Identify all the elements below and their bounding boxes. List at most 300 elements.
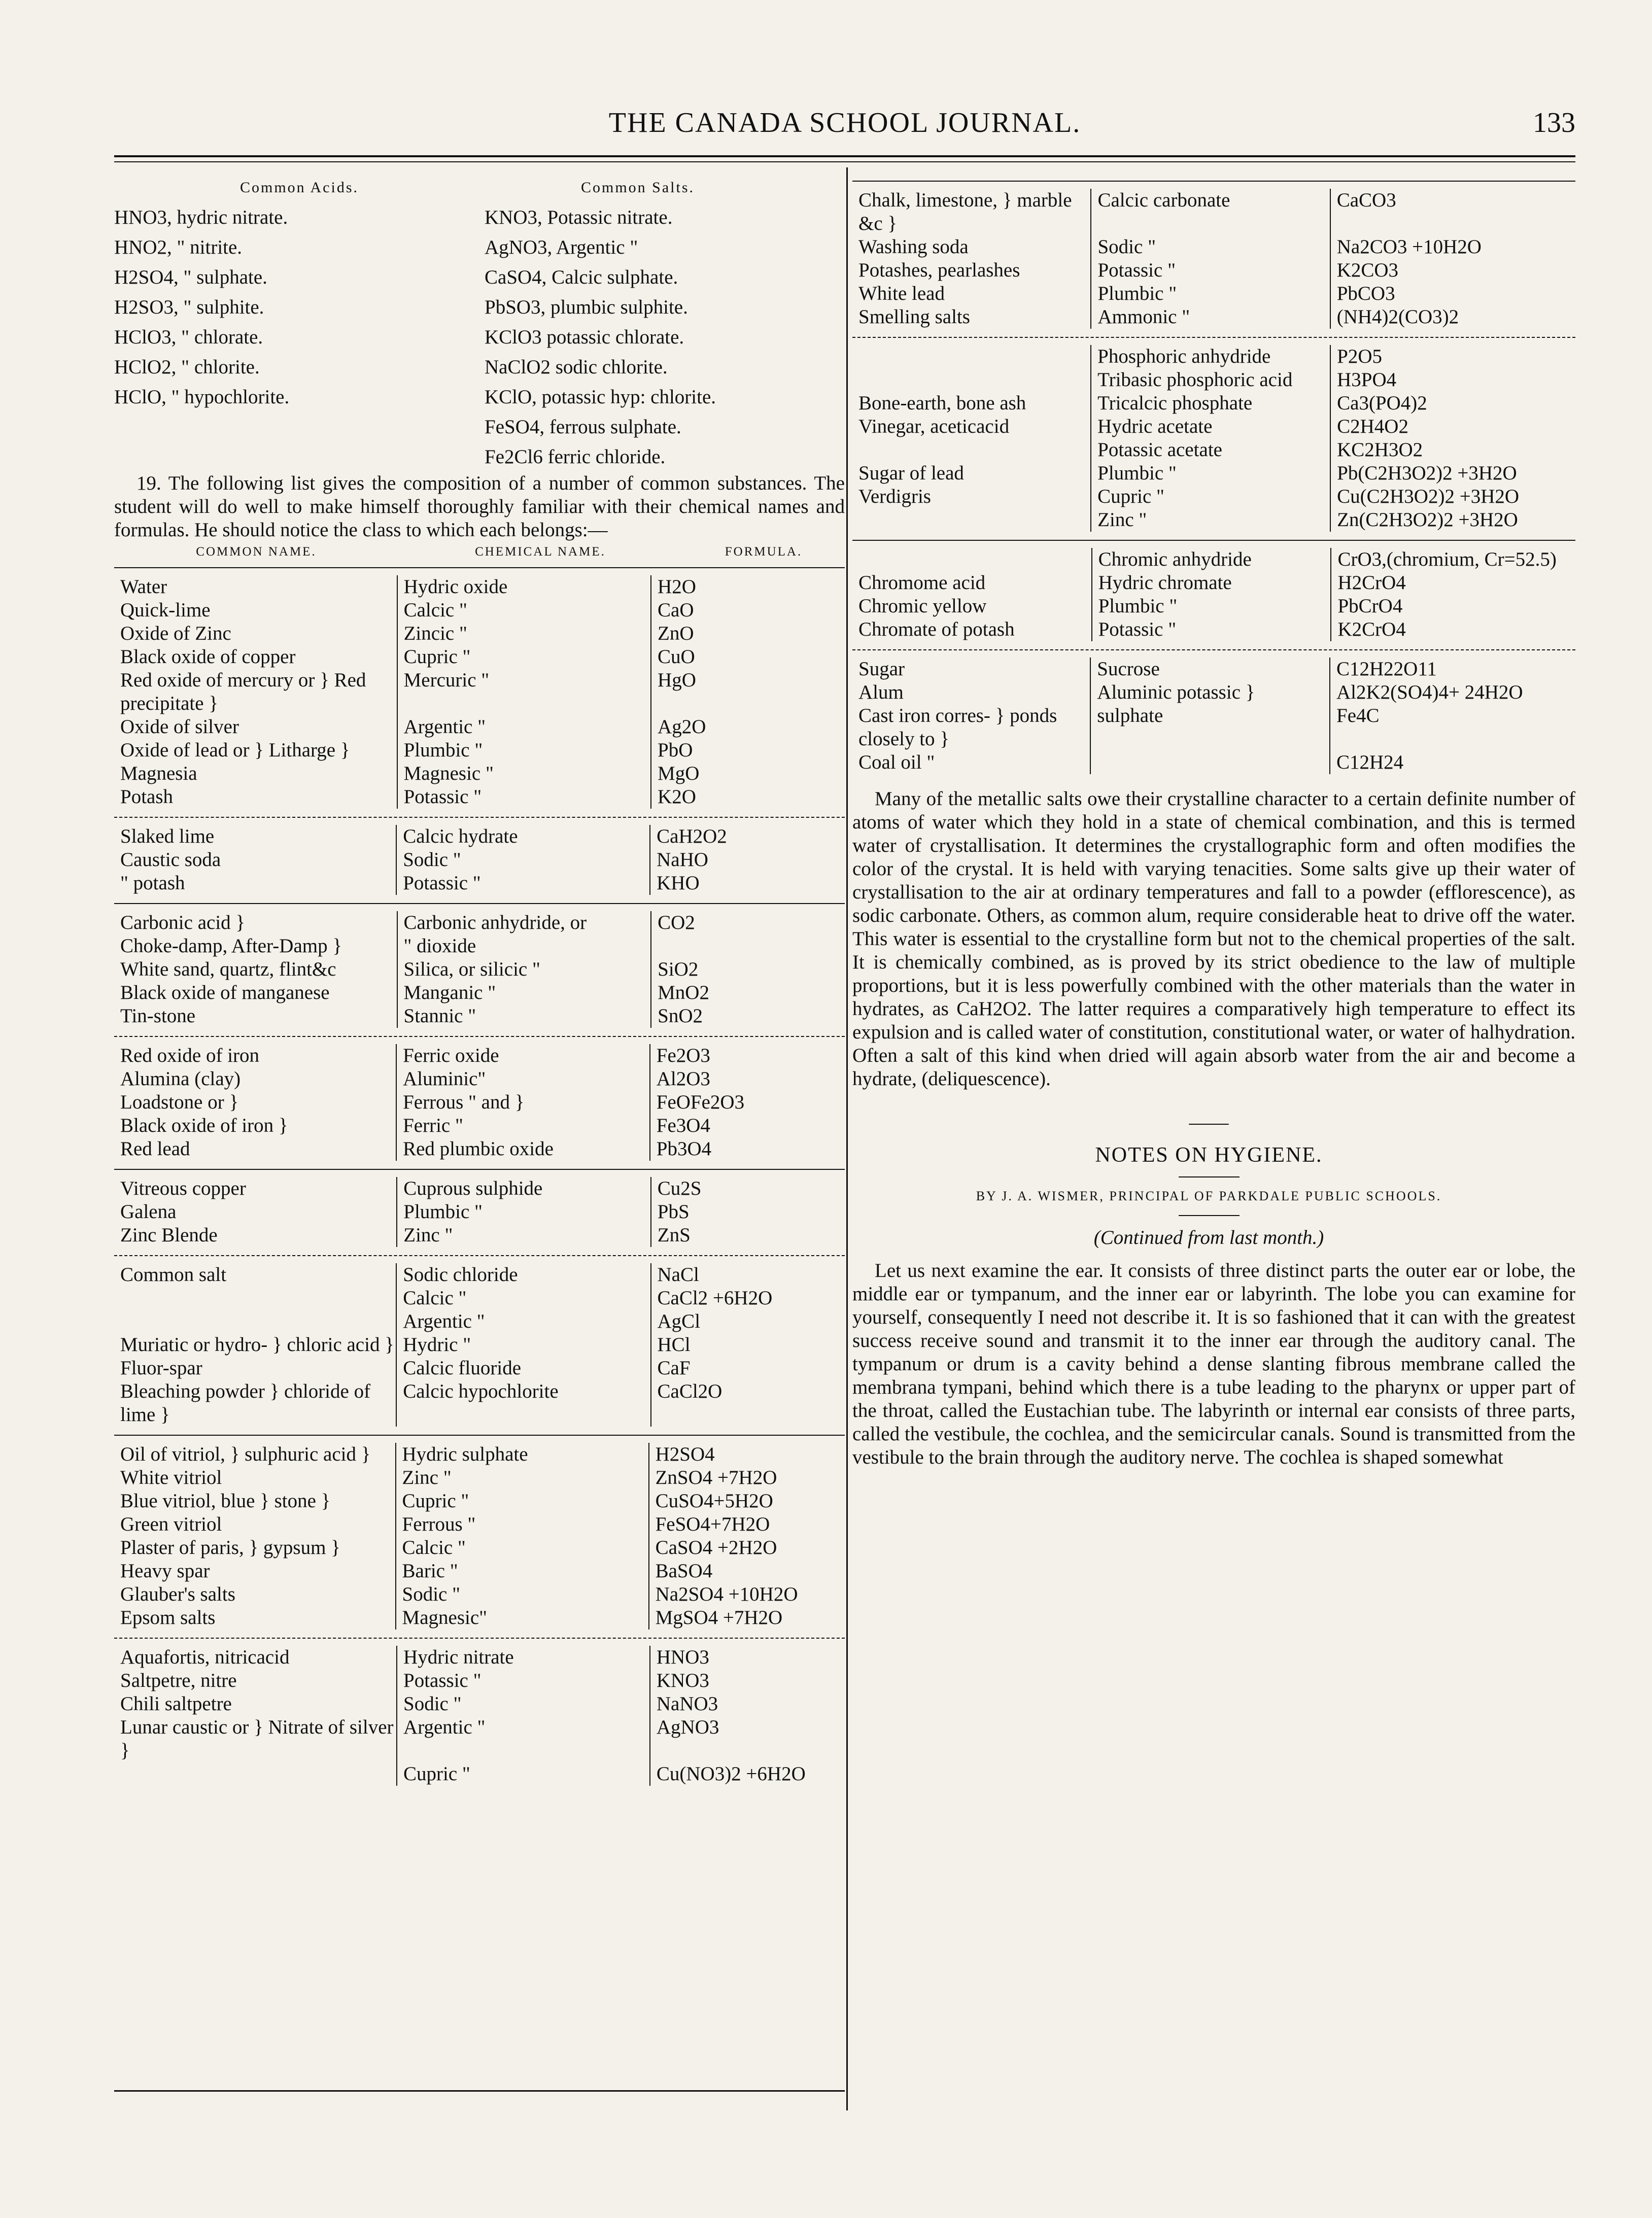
- salt-item: FeSO4, ferrous sulphate.: [485, 416, 681, 438]
- common-name-cell: Blue vitriol, blue } stone }: [120, 1490, 331, 1512]
- acid-item: HClO, " hypochlorite.: [114, 386, 290, 408]
- formula-cell: CaF: [651, 1357, 845, 1380]
- common-name-cell: Plaster of paris, } gypsum }: [120, 1537, 340, 1558]
- common-name-cell: Chromate of potash: [858, 618, 1015, 640]
- formula-cell: HNO3: [650, 1646, 845, 1669]
- table-row: [114, 1287, 845, 1310]
- table-row: [852, 415, 1575, 438]
- salt-item: KClO, potassic hyp: chlorite.: [485, 386, 716, 408]
- table-row: [114, 1489, 845, 1513]
- common-name-cell: [114, 1310, 396, 1333]
- acids-salts-list: [114, 172, 845, 472]
- chemical-name-cell: Mercuric ": [397, 669, 651, 715]
- chemical-name-cell: Phosphoric anhydride: [1091, 345, 1330, 368]
- formula-cell: P2O5: [1330, 345, 1575, 368]
- chemical-name-cell: Manganic ": [397, 981, 651, 1004]
- header-rule-thin: [114, 161, 1575, 162]
- section-divider: ——: [1189, 1112, 1229, 1133]
- chemical-name-cell: " dioxide: [397, 934, 651, 958]
- table-row: [114, 1716, 845, 1762]
- table-row: [114, 981, 845, 1004]
- common-name-cell: [852, 345, 1091, 368]
- table-row: [852, 681, 1575, 704]
- table-row: [114, 622, 845, 645]
- common-name-cell: Muriatic or hydro- } chloric acid }: [120, 1334, 394, 1356]
- chemical-name-cell: Sodic chloride: [396, 1263, 650, 1287]
- common-name-cell: Washing soda: [858, 236, 969, 258]
- title-rule: [1179, 1176, 1240, 1177]
- table-row: [852, 618, 1575, 641]
- table-row: [114, 1004, 845, 1028]
- table-row: [114, 1380, 845, 1427]
- formula-cell: HCl: [651, 1333, 845, 1357]
- table-row: [852, 305, 1575, 329]
- chemical-name-cell: Magnesic": [396, 1606, 649, 1630]
- table-row: [114, 1177, 845, 1200]
- acids-list: [114, 172, 485, 472]
- common-name-cell: Magnesia: [120, 763, 197, 784]
- chemical-name-cell: Calcic ": [397, 599, 651, 622]
- common-name-cell: [852, 438, 1091, 462]
- compound-group: [114, 567, 845, 809]
- table-row: [114, 762, 845, 785]
- formula-cell: CuO: [651, 645, 845, 669]
- table-row: [852, 571, 1575, 595]
- formula-cell: ZnSO4 +7H2O: [649, 1466, 845, 1489]
- table-row: [852, 508, 1575, 532]
- table-row: [852, 345, 1575, 368]
- right-column: [842, 172, 1575, 1469]
- common-name-cell: White vitriol: [120, 1467, 222, 1488]
- chemical-name-cell: Calcic hydrate: [396, 825, 650, 848]
- formula-cell: KC2H3O2: [1330, 438, 1575, 462]
- formula-cell: Cu(NO3)2 +6H2O: [650, 1762, 845, 1786]
- common-name-header: COMMON NAME.: [196, 545, 317, 559]
- common-name-cell: Chromic yellow: [858, 595, 987, 617]
- chemical-name-cell: Hydric sulphate: [396, 1443, 649, 1466]
- table-row: [114, 1044, 845, 1067]
- formula-cell: CuSO4+5H2O: [649, 1489, 845, 1513]
- salt-item: KClO3 potassic chlorate.: [485, 326, 684, 348]
- common-name-cell: Zinc Blende: [120, 1224, 218, 1246]
- page-number: 133: [1533, 107, 1575, 138]
- common-name-cell: Sugar: [858, 658, 905, 680]
- common-name-cell: Red lead: [120, 1138, 190, 1160]
- chemical-name-cell: Calcic ": [396, 1287, 650, 1310]
- chemical-name-cell: Sodic ": [397, 1692, 650, 1716]
- acid-item: HNO2, " nitrite.: [114, 236, 243, 258]
- common-name-cell: White sand, quartz, flint&c: [120, 958, 336, 980]
- formula-cell: SnO2: [651, 1004, 845, 1028]
- common-name-cell: Chili saltpetre: [120, 1693, 232, 1715]
- formula-cell: MgSO4 +7H2O: [649, 1606, 845, 1630]
- common-name-cell: Alumina (clay): [120, 1068, 241, 1090]
- formula-cell: FeSO4+7H2O: [649, 1513, 845, 1536]
- chemical-name-cell: Calcic hypochlorite: [396, 1380, 650, 1427]
- table-row: [114, 911, 845, 934]
- chemical-name-cell: Zinc ": [397, 1224, 650, 1247]
- table-row: [114, 1114, 845, 1137]
- table-row: [114, 645, 845, 669]
- compound-table: [852, 189, 1575, 329]
- formula-cell: Fe3O4: [650, 1114, 845, 1137]
- common-name-cell: Saltpetre, nitre: [120, 1670, 237, 1691]
- formula-cell: K2O: [651, 785, 845, 809]
- formula-cell: Na2CO3 +10H2O: [1330, 235, 1575, 259]
- acid-item: HNO3, hydric nitrate.: [114, 206, 288, 228]
- common-name-cell: [114, 1287, 396, 1310]
- compound-group: [114, 1169, 845, 1247]
- compound-group: [852, 540, 1575, 641]
- table-row: [114, 1067, 845, 1091]
- formula-cell: ZnO: [651, 622, 845, 645]
- hygiene-byline: BY J. A. WISMER, PRINCIPAL OF PARKDALE PUBLIC SCHOOLS.: [976, 1189, 1442, 1203]
- common-name-cell: Vitreous copper: [120, 1177, 246, 1199]
- compound-table: [852, 657, 1575, 774]
- common-name-cell: Vinegar, aceticacid: [858, 415, 1010, 437]
- common-name-cell: Oxide of lead or } Litharge }: [120, 739, 350, 761]
- table-row: [114, 1333, 845, 1357]
- chemical-name-cell: Potassic ": [396, 872, 650, 895]
- salts-list: [485, 172, 840, 472]
- left-column: [114, 172, 845, 1786]
- formula-cell: CaCO3: [1330, 189, 1575, 235]
- compound-table: [114, 1177, 845, 1247]
- paragraph-19-text: 19. The following list gives the composition of a number of common substances. The student will do well to make himself thoroughly familiar with their chemical names and formulas. He should notice the class to which each belongs:—: [114, 472, 845, 541]
- continued-note: (Continued from last month.): [1093, 1227, 1324, 1249]
- common-name-cell: Green vitriol: [120, 1513, 222, 1535]
- chemical-name-cell: Zinc ": [1091, 508, 1330, 532]
- table-row: [852, 751, 1575, 774]
- formula-cell: Cu2S: [651, 1177, 845, 1200]
- chemical-name-cell: Potassic ": [1092, 618, 1331, 641]
- formula-cell: FeOFe2O3: [650, 1091, 845, 1114]
- common-name-cell: Bleaching powder } chloride of lime }: [120, 1380, 371, 1426]
- compound-group: [114, 1435, 845, 1630]
- chemical-name-cell: Potassic acetate: [1091, 438, 1330, 462]
- header-rule: [114, 155, 1575, 157]
- compound-group: [114, 817, 845, 895]
- formula-cell: H2O: [651, 575, 845, 599]
- common-name-cell: [852, 508, 1091, 532]
- table-row: [114, 1692, 845, 1716]
- formula-cell: Al2K2(SO4)4+ 24H2O: [1330, 681, 1575, 704]
- formula-cell: KHO: [650, 872, 845, 895]
- chemical-name-cell: Potassic ": [397, 1669, 650, 1692]
- common-name-cell: Chalk, limestone, } marble &c }: [858, 189, 1072, 234]
- table-row: [114, 1513, 845, 1536]
- common-name-cell: Tin-stone: [120, 1005, 196, 1027]
- common-name-cell: Potashes, pearlashes: [858, 259, 1020, 281]
- table-row: [852, 368, 1575, 392]
- common-name-cell: Coal oil ": [858, 751, 935, 773]
- chemical-name-cell: Aluminic potassic }: [1090, 681, 1330, 704]
- table-row: [852, 462, 1575, 485]
- common-name-cell: Oxide of silver: [120, 716, 239, 738]
- chemical-name-cell: Red plumbic oxide: [396, 1137, 650, 1161]
- chemical-name-cell: Hydric acetate: [1091, 415, 1330, 438]
- compound-table: [114, 911, 845, 1028]
- formula-cell: PbO: [651, 739, 845, 762]
- chemical-name-cell: Calcic fluoride: [396, 1357, 650, 1380]
- table-row: [114, 872, 845, 895]
- formula-cell: PbCrO4: [1331, 595, 1575, 618]
- salt-item: Fe2Cl6 ferric chloride.: [485, 446, 666, 468]
- common-name-cell: Alum: [858, 681, 904, 703]
- common-name-cell: " potash: [120, 872, 185, 894]
- formula-header: FORMULA.: [725, 545, 803, 559]
- formula-cell: C12H24: [1330, 751, 1575, 774]
- formula-cell: Zn(C2H3O2)2 +3H2O: [1330, 508, 1575, 532]
- compound-table: [114, 1443, 845, 1630]
- chemical-name-cell: Calcic carbonate: [1091, 189, 1330, 235]
- formula-cell: NaHO: [650, 848, 845, 872]
- chemical-name-cell: Potassic ": [1091, 259, 1330, 282]
- table-row: [114, 669, 845, 715]
- compound-table: [852, 548, 1575, 641]
- formula-cell: SiO2: [651, 958, 845, 981]
- hygiene-title: NOTES ON HYGIENE.: [1095, 1143, 1323, 1167]
- chemical-name-cell: Plumbic ": [1091, 282, 1330, 305]
- common-name-cell: Lunar caustic or } Nitrate of silver }: [120, 1716, 394, 1761]
- table-row: [852, 438, 1575, 462]
- formula-cell: H2CrO4: [1331, 571, 1575, 595]
- formula-cell: PbS: [651, 1200, 845, 1224]
- acid-item: H2SO3, " sulphite.: [114, 296, 264, 318]
- chemical-name-cell: Tribasic phosphoric acid: [1091, 368, 1330, 392]
- chemical-name-cell: Calcic ": [396, 1536, 649, 1559]
- compound-group: [114, 1255, 845, 1427]
- compound-table: [114, 575, 845, 809]
- formula-cell: Fe4C: [1330, 704, 1575, 751]
- journal-title: THE CANADA SCHOOL JOURNAL.: [608, 107, 1081, 138]
- formula-cell: CaCl2 +6H2O: [651, 1287, 845, 1310]
- common-name-cell: Fluor-spar: [120, 1357, 202, 1379]
- formula-cell: C12H22O11: [1330, 657, 1575, 681]
- table-row: [852, 392, 1575, 415]
- chemical-name-cell: Hydric ": [396, 1333, 650, 1357]
- compound-group: [114, 1036, 845, 1161]
- salt-item: NaClO2 sodic chlorite.: [485, 356, 668, 378]
- table-row: [114, 1200, 845, 1224]
- formula-cell: H2SO4: [649, 1443, 845, 1466]
- table-row: [114, 1669, 845, 1692]
- common-name-cell: Carbonic acid }: [120, 912, 246, 933]
- table-row: [852, 259, 1575, 282]
- common-name-cell: Quick-lime: [120, 599, 211, 621]
- page-header: [114, 107, 1575, 152]
- table-row: [852, 595, 1575, 618]
- table-row: [114, 1466, 845, 1489]
- common-name-cell: Water: [120, 576, 167, 598]
- common-name-cell: Verdigris: [858, 486, 931, 507]
- table-row: [114, 575, 845, 599]
- table-row: [852, 485, 1575, 508]
- chemical-name-cell: Chromic anhydride: [1092, 548, 1331, 571]
- formula-cell: Al2O3: [650, 1067, 845, 1091]
- acid-item: HClO3, " chlorate.: [114, 326, 263, 348]
- chemical-name-cell: Sodic ": [396, 848, 650, 872]
- formula-cell: CaO: [651, 599, 845, 622]
- chemical-name-cell: Zincic ": [397, 622, 651, 645]
- compound-group: [852, 181, 1575, 329]
- formula-cell: K2CO3: [1330, 259, 1575, 282]
- byline-rule: [1179, 1215, 1240, 1216]
- formula-cell: Na2SO4 +10H2O: [649, 1583, 845, 1606]
- formula-cell: HgO: [651, 669, 845, 715]
- compound-table: [114, 1646, 845, 1786]
- formula-cell: CrO3,(chromium, Cr=52.5): [1331, 548, 1575, 571]
- common-name-cell: Galena: [120, 1201, 177, 1223]
- table-row: [114, 599, 845, 622]
- formula-cell: Pb(C2H3O2)2 +3H2O: [1330, 462, 1575, 485]
- chemical-name-cell: Carbonic anhydride, or: [397, 911, 651, 934]
- table-row: [114, 1357, 845, 1380]
- chemical-name-cell: Aluminic": [396, 1067, 650, 1091]
- table-row: [114, 1646, 845, 1669]
- compound-table: [114, 825, 845, 895]
- table-row: [852, 548, 1575, 571]
- formula-cell: KNO3: [650, 1669, 845, 1692]
- chemical-name-cell: Hydric nitrate: [397, 1646, 650, 1669]
- compound-group: [114, 1638, 845, 1786]
- chemical-name-cell: Potassic ": [397, 785, 651, 809]
- chemical-name-cell: [1090, 751, 1330, 774]
- compound-table: [114, 1263, 845, 1427]
- formula-cell: CaCl2O: [651, 1380, 845, 1427]
- formula-cell: H3PO4: [1330, 368, 1575, 392]
- common-name-cell: Oxide of Zinc: [120, 622, 231, 644]
- table-row: [114, 715, 845, 739]
- table-row: [114, 1606, 845, 1630]
- common-name-cell: Cast iron corres- } ponds closely to }: [858, 705, 1057, 750]
- formula-cell: ZnS: [651, 1224, 845, 1247]
- common-name-cell: Oil of vitriol, } sulphuric acid }: [120, 1443, 371, 1465]
- table-row: [114, 1583, 845, 1606]
- formula-cell: Cu(C2H3O2)2 +3H2O: [1330, 485, 1575, 508]
- chemical-name-cell: Plumbic ": [1092, 595, 1331, 618]
- right-compound-table: [842, 181, 1575, 774]
- formula-cell: PbCO3: [1330, 282, 1575, 305]
- common-name-cell: Potash: [120, 786, 174, 808]
- crystallisation-text: Many of the metallic salts owe their crystalline character to a certain definite number of atoms of water which they hold in a state of chemical combination, and this is termed water of crystallisation. It determines the crystallographic form and often modifies the color of the crystal. It is held with varying tenacities. Some salts give up their water of crystallisation to the air at ordinary temperatures and fall to a powder (efflorescence), as sodic carbonate. Others, as common alum, require considerable heat to drive off the water. This water is essential to the crystalline form but not to the chemical properties of the salt. It is chemically combined, as is proved by its strict obedience to the law of multiple proportions, but it is less powerfully combined with the other materials than the water in hydrates, as CaH2O2. The latter requires a comparatively high temperature to effect its expulsion and is called water of constitution, constitutional water, or water of halhydration. Often a salt of this kind when dried will again absorb water from the air and become a hydrate, (deliquescence).: [852, 788, 1575, 1090]
- common-name-cell: Chromome acid: [858, 572, 986, 594]
- chemical-name-cell: Zinc ": [396, 1466, 649, 1489]
- table-row: [114, 1536, 845, 1559]
- acid-item: HClO2, " chlorite.: [114, 356, 260, 378]
- common-name-cell: Slaked lime: [120, 825, 215, 847]
- chemical-name-cell: Cupric ": [1091, 485, 1330, 508]
- common-name-cell: Sugar of lead: [858, 462, 964, 484]
- chemical-name-cell: Magnesic ": [397, 762, 651, 785]
- formula-cell: Ag2O: [651, 715, 845, 739]
- formula-cell: Pb3O4: [650, 1137, 845, 1161]
- salt-item: AgNO3, Argentic ": [485, 236, 638, 258]
- common-name-cell: Black oxide of copper: [120, 646, 296, 668]
- table-row: [114, 1762, 845, 1786]
- common-name-cell: Heavy spar: [120, 1560, 210, 1582]
- table-row: [852, 282, 1575, 305]
- table-row: [114, 1137, 845, 1161]
- common-name-cell: Epsom salts: [120, 1607, 216, 1628]
- hygiene-paragraph: [842, 1259, 1575, 1469]
- formula-cell: (NH4)2(CO3)2: [1330, 305, 1575, 329]
- salt-item: PbSO3, plumbic sulphite.: [485, 296, 688, 318]
- chemical-name-cell: Sucrose: [1090, 657, 1330, 681]
- table-row: [114, 785, 845, 809]
- chemical-name-cell: Argentic ": [396, 1310, 650, 1333]
- table-row: [114, 848, 845, 872]
- chemical-name-cell: Plumbic ": [397, 1200, 650, 1224]
- chemical-name-cell: Hydric chromate: [1092, 571, 1331, 595]
- compound-table: [852, 345, 1575, 532]
- formula-cell: CaSO4 +2H2O: [649, 1536, 845, 1559]
- chemical-name-header: CHEMICAL NAME.: [475, 545, 606, 559]
- formula-cell: C2H4O2: [1330, 415, 1575, 438]
- table-row: [114, 934, 845, 958]
- crystallisation-paragraph: [842, 787, 1575, 1091]
- chemical-name-cell: Baric ": [396, 1559, 649, 1583]
- chemical-name-cell: Stannic ": [397, 1004, 651, 1028]
- chemical-name-cell: Cupric ": [396, 1489, 649, 1513]
- formula-cell: AgCl: [651, 1310, 845, 1333]
- common-name-cell: Black oxide of manganese: [120, 982, 330, 1003]
- chemical-name-cell: Plumbic ": [397, 739, 651, 762]
- compound-group: [852, 649, 1575, 774]
- common-name-cell: Choke-damp, After-Damp }: [120, 935, 342, 957]
- formula-cell: [651, 934, 845, 958]
- chemical-name-cell: Tricalcic phosphate: [1091, 392, 1330, 415]
- formula-cell: CO2: [651, 911, 845, 934]
- table-row: [114, 958, 845, 981]
- chemical-name-cell: Cupric ": [397, 645, 651, 669]
- chemical-name-cell: Hydric oxide: [397, 575, 651, 599]
- hygiene-text: Let us next examine the ear. It consists of three distinct parts the outer ear or lobe, the middle ear or tympanum, and the inner ear or labyrinth. The lobe you can examine for yourself, consequently I need not describe it. It is so fashioned that it can with the greatest success receive sound and transmit it to the inner ear through the auditory canal. The tympanum or drum is a cavity behind a dense slanting fibrous membrane called the membrana tympani, behind which there is a tube leading to the pharynx or upper part of the throat, called the Eustachian tube. The labyrinth or internal ear consists of three parts, called the vestibule, the cochlea, and the semicircular canals. Sound is transmitted from the vestibule to the brain through the auditory nerve. The cochlea is shaped somewhat: [852, 1260, 1575, 1468]
- chemical-name-cell: Argentic ": [397, 1716, 650, 1762]
- common-name-cell: Loadstone or }: [120, 1091, 239, 1113]
- table-row: [114, 1091, 845, 1114]
- common-name-cell: Red oxide of iron: [120, 1045, 260, 1066]
- chemical-name-cell: Ferric oxide: [396, 1044, 650, 1067]
- formula-cell: Ca3(PO4)2: [1330, 392, 1575, 415]
- left-compound-table: [114, 567, 845, 1786]
- formula-cell: NaNO3: [650, 1692, 845, 1716]
- common-name-cell: Common salt: [120, 1264, 227, 1286]
- compound-group: [852, 337, 1575, 532]
- formula-cell: MgO: [651, 762, 845, 785]
- formula-cell: CaH2O2: [650, 825, 845, 848]
- chemical-name-cell: Argentic ": [397, 715, 651, 739]
- chemical-name-cell: Ferric ": [396, 1114, 650, 1137]
- common-name-cell: [114, 1762, 397, 1786]
- acid-item: H2SO4, " sulphate.: [114, 266, 267, 288]
- table-row: [114, 1559, 845, 1583]
- chemical-name-cell: Sodic ": [396, 1583, 649, 1606]
- chemical-name-cell: Ferrous " and }: [396, 1091, 650, 1114]
- formula-cell: NaCl: [651, 1263, 845, 1287]
- formula-cell: Fe2O3: [650, 1044, 845, 1067]
- chemical-name-cell: Plumbic ": [1091, 462, 1330, 485]
- table-row: [852, 189, 1575, 235]
- chemical-name-cell: sulphate: [1090, 704, 1330, 751]
- common-name-cell: Red oxide of mercury or } Red precipitate }: [120, 669, 366, 714]
- table-row: [852, 704, 1575, 751]
- formula-cell: K2CrO4: [1331, 618, 1575, 641]
- salt-item: CaSO4, Calcic sulphate.: [485, 266, 678, 288]
- formula-cell: BaSO4: [649, 1559, 845, 1583]
- salt-item: KNO3, Potassic nitrate.: [485, 206, 673, 228]
- common-name-cell: Aquafortis, nitricacid: [120, 1646, 290, 1668]
